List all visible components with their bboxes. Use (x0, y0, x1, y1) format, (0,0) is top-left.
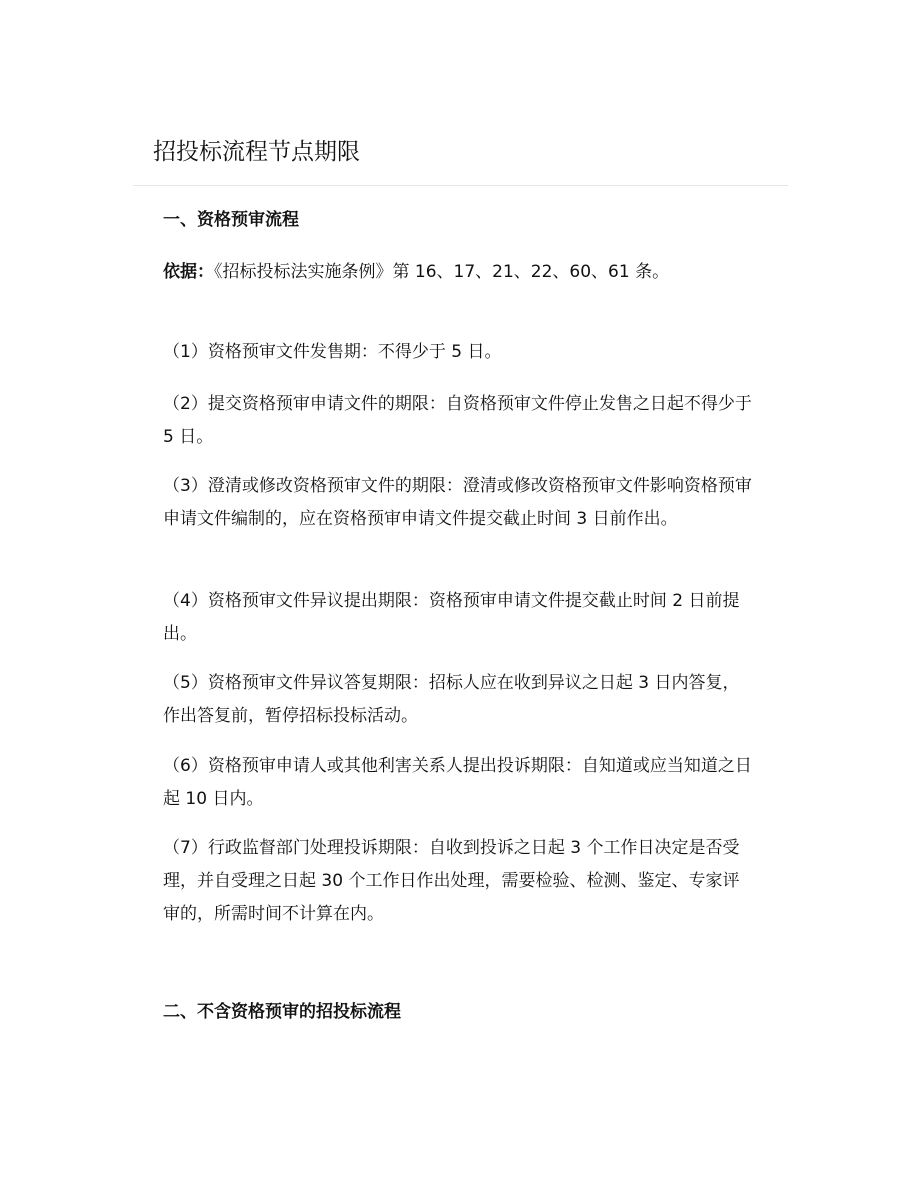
list-item: （5）资格预审文件异议答复期限：招标人应在收到异议之日起 3 日内答复，作出答复前，暂停招标投标活动。 (163, 673, 740, 726)
section-heading-prequalification: 一、资格预审流程 (163, 210, 299, 230)
list-item: （3）澄清或修改资格预审文件的期限：澄清或修改资格预审文件影响资格预审申请文件编制的，应在资格预审申请文件提交截止时间 3 日前作出。 (163, 476, 752, 529)
legal-basis (163, 258, 669, 286)
list-item: （7）行政监督部门处理投诉期限：自收到投诉之日起 3 个工作日决定是否受理，并自受理之日起 30 个工作日作出处理，需要检验、检测、鉴定、专家评审的，所需时间不计算在内。 (163, 838, 740, 924)
list-item: （4）资格预审文件异议提出期限：资格预审申请文件提交截止时间 2 日前提出。 (163, 591, 740, 644)
section-heading-no-prequalification: 二、不含资格预审的招投标流程 (163, 1002, 401, 1022)
legal-basis-text: 《招标投标法实施条例》第 16、17、21、22、60、61 条。 (214, 262, 670, 282)
legal-basis-label: 依据： (163, 262, 214, 282)
list-item: （6）资格预审申请人或其他利害关系人提出投诉期限：自知道或应当知道之日起 10 日内。 (163, 756, 752, 809)
list-item: （2）提交资格预审申请文件的期限：自资格预审文件停止发售之日起不得少于 5 日。 (163, 394, 752, 447)
title-divider (133, 185, 788, 186)
list-item: （1）资格预审文件发售期：不得少于 5 日。 (163, 342, 502, 362)
document-title: 招投标流程节点期限 (153, 139, 360, 165)
